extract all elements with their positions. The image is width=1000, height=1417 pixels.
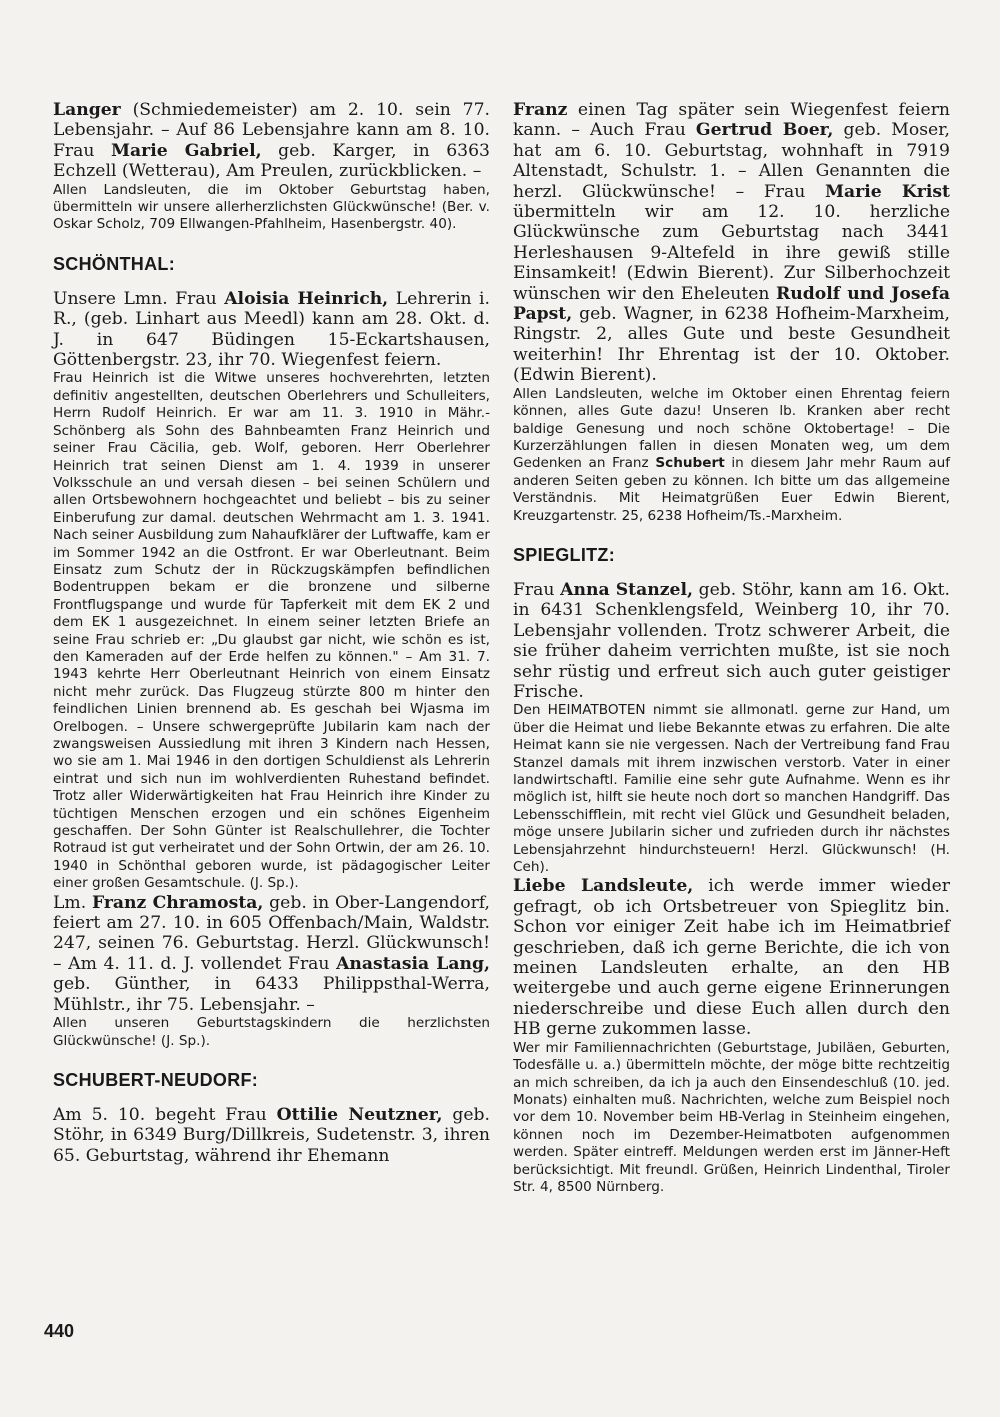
name-bold: Langer — [53, 100, 121, 120]
paragraph-small: Wer mir Familiennachrichten (Geburtstage, Jubiläen, Geburten, Todesfälle u. a.) übermitteln möchte, der möge bitte rechtzeitig an mich schreiben, da ich ja auch den Einsendeschluß (10. jed. Monats) einhalten muß. Nachrichten, welche zum Beispiel noch vor dem 10. November beim HB-Verlag in Steinheim eingehen, können noch im Dezember-Heimatboten aufgenommen werden. Später eintreff. Meldungen werden erst im Jänner-Heft berücksichtigt. Mit freundl. Grüßen, Heinrich Lindenthal, Tiroler Str. 4, 8500 Nürnberg. — [513, 1039, 950, 1195]
name-bold: Schubert — [655, 455, 725, 472]
name-bold: Franz Chramosta, — [91, 892, 264, 913]
right-column — [513, 100, 950, 1196]
name-bold: Aloisia Heinrich, — [224, 288, 389, 309]
name-bold: Rudolf und Josefa Papst, — [513, 283, 950, 325]
paragraph-small: Allen Landsleuten, die im Oktober Geburtstag haben, übermitteln wir unsere allerherzlichsten Glückwünsche! (Ber. v. Oskar Scholz, 709 Ellwangen-Pfahlheim, Hasenbergstr. 40). — [53, 181, 490, 233]
paragraph — [53, 893, 490, 1015]
paragraph — [513, 580, 950, 702]
text: (Schmiedemeister) am 2. 10. sein 77. Lebensjahr. – Auf 86 Lebensjahre kann am 8. 10. Frau — [53, 100, 490, 161]
text: geb. Stöhr, kann am 16. Okt. in 6431 Schenklengsfeld, Weinberg 10, ihr 70. Lebensjahr vollenden. Trotz schwerer Arbeit, die sie früher daheim verrichten mußte, ist sie noch sehr rüstig und erfreut sich auch guter geistiger Frische. — [513, 579, 950, 702]
text: Unsere Lmn. Frau — [53, 288, 225, 309]
name-bold: Franz — [513, 100, 568, 120]
text: Am 5. 10. begeht Frau — [53, 1104, 277, 1125]
name-bold: Anna Stanzel, — [560, 579, 693, 600]
text: Lm. — [53, 892, 92, 913]
text: Frau — [513, 579, 561, 600]
name-bold: Ottilie Neutzner, — [276, 1104, 443, 1125]
paragraph-small: Frau Heinrich ist die Witwe unseres hochverehrten, letzten definitiv angestellten, deutschen Oberlehrers und Schulleiters, Herrn Rudolf Heinrich. Er war am 11. 3. 1910 in Mähr.-Schönberg als Sohn des Bahnbeamten Franz Heinrich und seiner Frau Cäcilia, geb. Wolf, geboren. Herr Oberlehrer Heinrich trat seinen Dienst am 1. 4. 1939 in unserer Volksschule an und versah diesen – bei seinen Schülern und allen Ortsbewohnern hochgeachtet und beliebt – bis zu seiner Einberufung zur damal. deutschen Wehrmacht am 1. 3. 1941. Nach seiner Ausbildung zum Nahaufklärer der Luftwaffe, kam er im Sommer 1942 an die Ostfront. Er war Oberleutnant. Beim Einsatz zum Schutz der in Rückzugskämpfen befindlichen Bodentruppen bekam er die bronzene und silberne Frontflugspange und wurde für Tapferkeit mit dem EK 2 und dem EK 1 ausgezeichnet. In einem seiner letzten Briefe an seine Frau schrieb er: „Du glaubst gar nicht, wie schön es ist, den Kameraden auf der Erde helfen zu können." – Am 31. 7. 1943 kehrte Herr Oberleutnant Heinrich von einem Einsatz nicht mehr zurück. Das Flugzeug stürzte 800 m hinter den feindlichen Linien brennend ab. Es geschah bei Wjasma im Orelbogen. – Unsere schwergeprüfte Jubilarin kam nach der zwangsweisen Aussiedlung mit ihren 3 Kindern nach Hessen, wo sie am 1. Mai 1946 in den dortigen Schuldienst als Lehrerin eintrat und sich nun im wohlverdienten Ruhestand befindet. Trotz aller Widerwärtigkeiten hat Frau Heinrich ihre Kinder zu tüchtigen Menschen erzogen und ein schönes Eigenheim geschaffen. Der Sohn Günter ist Realschullehrer, die Tochter Rotraud ist gut verheiratet und der Sohn Ortwin, der am 26. 10. 1940 in Schönthal geboren wurde, ist pädagogischer Leiter einer großen Gesamtschule. (J. Sp.). — [53, 370, 490, 892]
text: in diesem Jahr mehr Raum auf anderen Seiten geben zu können. Ich bitte um das allgemeine Verständnis. Mit Heimatgrüßen Euer Edwin Bierent, Kreuzgartenstr. 25, 6238 Hofheim/Ts.-Marxheim. — [513, 455, 951, 524]
paragraph-small: Allen unseren Geburtstagskindern die herzlichsten Glückwünsche! (J. Sp.). — [53, 1015, 490, 1049]
paragraph-small — [513, 386, 950, 525]
text: einen Tag später sein Wiegenfest feiern kann. – Auch Frau — [513, 100, 950, 141]
section-heading-spieglitz: SPIEGLITZ: — [513, 544, 615, 565]
name-bold: Anastasia Lang, — [336, 953, 490, 974]
left-column — [53, 100, 490, 1166]
name-bold: Liebe Landsleute, — [513, 876, 694, 897]
paragraph — [53, 1105, 490, 1166]
name-bold: Gertrud Boer, — [695, 120, 834, 141]
section-heading-schubert-neudorf: SCHUBERT-NEUDORF: — [53, 1069, 259, 1090]
paragraph-small: Den HEIMATBOTEN nimmt sie allmonatl. gerne zur Hand, um über die Heimat und liebe Bekannte etwas zu erfahren. Die alte Heimat kann sie nie vergessen. Nach der Vertreibung fand Frau Stanzel damals mit ihrem inzwischen verstorb. Vater in einer landwirtschaftl. Familie eine sehr gute Aufnahme. Wenn es ihr möglich ist, hilft sie heute noch dort so manchen Handgriff. Das Lebensschifflein, mit recht viel Glück und Gesundheit beladen, möge unsere Jubilarin sicher und zufrieden durch ihr nächstes Lebensjahrzehnt hindurchsteuern! Herzl. Glückwunsch! (H. Ceh). — [513, 702, 950, 876]
text: übermitteln wir am 12. 10. herzliche Glückwünsche zum Geburtstag nach 3441 Herleshausen 9-Altefeld in ihre gewiß stille Einsamkeit! (Edwin Bierent). Zur Silberhochzeit wünschen wir den Eheleuten — [513, 202, 950, 304]
text: geb. Moser, hat am 6. 10. Geburtstag, wohnhaft in 7919 Altenstadt, Schulstr. 1. – Allen Genannten die herzl. Glückwünsche! – Frau — [513, 120, 950, 202]
text: geb. Stöhr, in 6349 Burg/Dillkreis, Sudetenstr. 3, ihren 65. Geburtstag, während ihr Ehemann — [53, 1104, 491, 1166]
paragraph — [513, 876, 950, 1039]
text: Allen Landsleuten, welche im Oktober einen Ehrentag feiern können, alles Gute dazu! Unseren lb. Kranken aber recht baldige Genesung und noch schöne Oktobertage! – Die Kurzerzählungen fallen in diesen Monaten weg, um dem Gedenken an Franz — [513, 385, 950, 472]
text: geb. Karger, in 6363 Echzell (Wetterau), Am Preulen, zurückblicken. – — [53, 140, 490, 182]
text: geb. in Ober-Langendorf, feiert am 27. 10. in 605 Offenbach/Main, Waldstr. 247, seinen 76. Geburtstag. Herzl. Glückwunsch! – Am 4. 11. d. J. vollendet Frau — [53, 892, 491, 974]
text: Lehrerin i. R., (geb. Linhart aus Meedl) kann am 28. Okt. d. J. in 647 Büdingen 15-Eckartshausen, Göttenbergstr. 23, ihr 70. Wiegenfest feiern. — [53, 288, 490, 371]
section-heading-schoenthal: SCHÖNTHAL: — [53, 253, 175, 274]
name-bold: Marie Gabriel, — [111, 140, 262, 161]
paragraph — [53, 100, 490, 182]
page-number: 440 — [44, 1321, 75, 1341]
text: geb. Wagner, in 6238 Hofheim-Marxheim, Ringstr. 2, alles Gute und beste Gesundheit weiterhin! Ihr Ehrentag ist der 10. Oktober. (Edwin Bierent). — [513, 304, 950, 386]
paragraph — [53, 289, 490, 371]
text: geb. Günther, in 6433 Philippsthal-Werra, Mühlstr., ihr 75. Lebensjahr. – — [53, 974, 490, 1015]
name-bold: Marie Krist — [824, 181, 950, 202]
text: ich werde immer wieder gefragt, ob ich Ortsbetreuer von Spieglitz bin. Schon vor einiger Zeit habe ich im Heimatbrief geschrieben, daß ich gerne Berichte, die ich von meinen Landsleuten erhalte, an den HB weitergebe und auch gerne eigene Erinnerungen niederschreibe und diese Euch allen durch den HB gerne zukommen lasse. — [513, 876, 950, 1040]
paragraph — [513, 100, 950, 386]
